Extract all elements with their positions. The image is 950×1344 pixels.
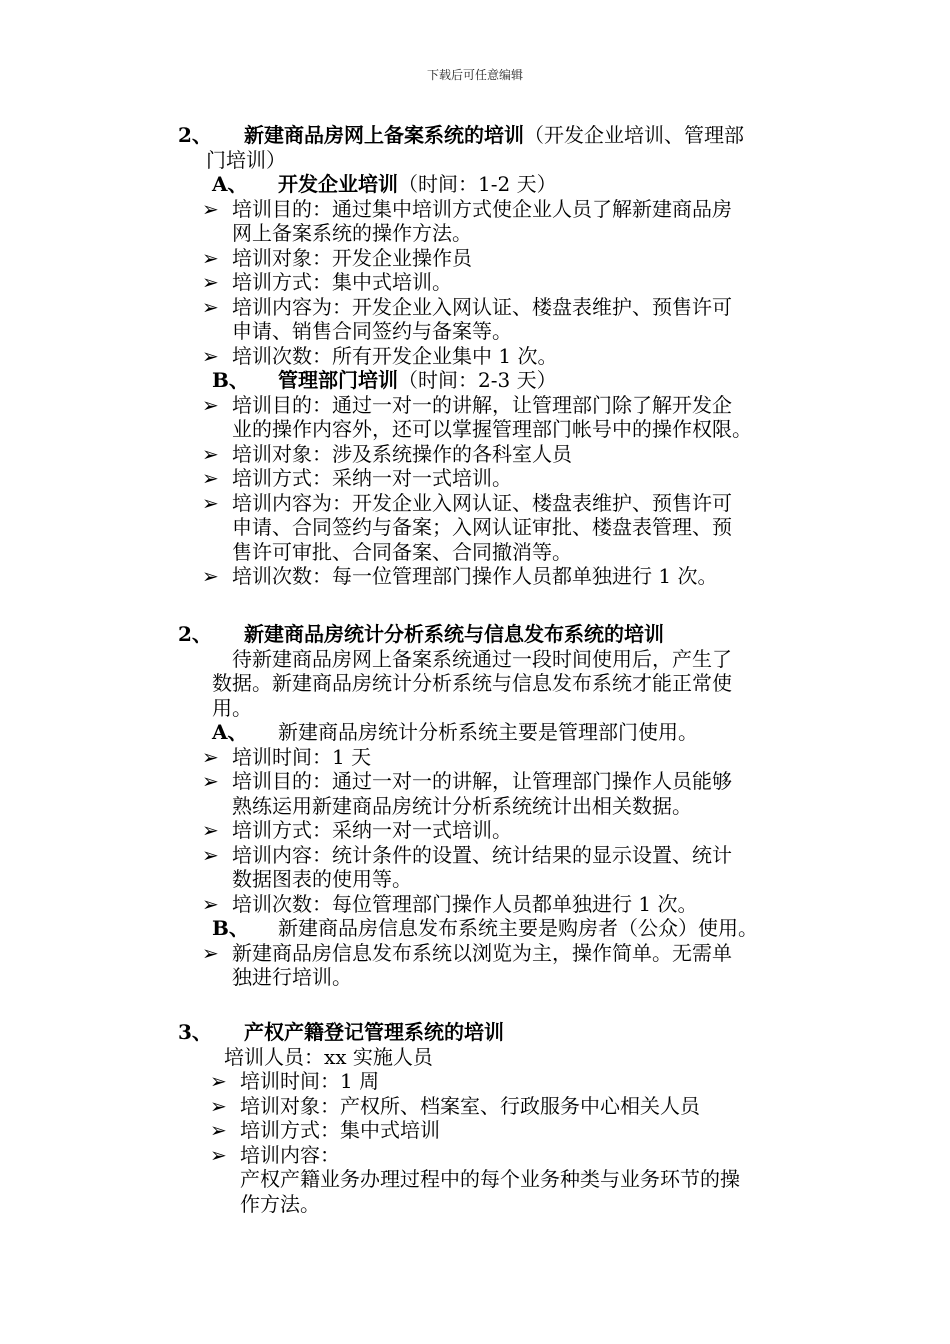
section-number: 2、 <box>178 123 212 147</box>
paragraph-line: 数据。新建商品房统计分析系统与信息发布系统才能正常使 <box>212 671 732 695</box>
paragraph-line: 用。 <box>212 695 252 720</box>
bullet-icon: ➢ <box>202 842 219 867</box>
bullet-icon: ➢ <box>202 245 219 270</box>
list-item-text: 培训时间：1 周 <box>240 1069 380 1093</box>
bullet-icon: ➢ <box>202 294 219 319</box>
list-item-text: 独进行培训。 <box>232 965 352 989</box>
list-item-text: 培训目的：通过一对一的讲解，让管理部门除了解开发企 <box>232 392 732 417</box>
list-item-text: 申请、销售合同签约与备案等。 <box>232 319 512 343</box>
bullet-icon: ➢ <box>202 490 219 515</box>
list-item-text: 培训方式：集中式培训 <box>240 1118 440 1142</box>
bullet-icon: ➢ <box>202 392 219 417</box>
subsection-text: 新建商品房信息发布系统主要是购房者（公众）使用。 <box>278 916 758 940</box>
list-item-text: 申请、合同签约与备案；入网认证审批、楼盘表管理、预 <box>232 515 732 539</box>
bullet-icon: ➢ <box>210 1069 227 1093</box>
subsection-text: 新建商品房统计分析系统主要是管理部门使用。 <box>278 720 698 744</box>
list-item-text: 培训次数：每位管理部门操作人员都单独进行 1 次。 <box>232 891 698 916</box>
list-item-text: 培训方式：采纳一对一式培训。 <box>232 466 512 490</box>
list-item-text: 新建商品房信息发布系统以浏览为主，操作简单。无需单 <box>232 940 732 965</box>
section-number: 3、 <box>178 1020 212 1044</box>
list-item-text: 培训目的：通过一对一的讲解，让管理部门操作人员能够 <box>232 769 732 793</box>
section-title: 新建商品房网上备案系统的培训（开发企业培训、管理部 <box>244 123 744 147</box>
bullet-icon: ➢ <box>202 940 219 965</box>
list-item-text: 业的操作内容外，还可以掌握管理部门帐号中的操作权限。 <box>232 417 752 441</box>
bullet-icon: ➢ <box>202 564 219 588</box>
bullet-icon: ➢ <box>210 1118 227 1142</box>
subsection-letter: B、 <box>212 368 249 392</box>
list-item-text: 数据图表的使用等。 <box>232 867 412 891</box>
list-item-text: 培训对象：开发企业操作员 <box>232 245 472 270</box>
bullet-icon: ➢ <box>210 1142 227 1167</box>
subsection-title: 开发企业培训（时间：1-2 天） <box>278 172 557 196</box>
list-item-text: 培训内容为：开发企业入网认证、楼盘表维护、预售许可 <box>232 294 732 319</box>
list-item-text: 售许可审批、合同备案、合同撤消等。 <box>232 539 572 564</box>
list-item-text: 培训对象：涉及系统操作的各科室人员 <box>232 441 572 466</box>
list-item-text: 培训时间：1 天 <box>232 744 372 769</box>
bullet-icon: ➢ <box>202 769 219 793</box>
section-title: 产权产籍登记管理系统的培训 <box>244 1020 504 1044</box>
section-title-suffix: （开发企业培训、管理部 <box>524 123 744 147</box>
bullet-icon: ➢ <box>202 744 219 769</box>
subsection-letter: A、 <box>212 720 248 744</box>
list-item-text: 培训内容：统计条件的设置、统计结果的显示设置、统计 <box>232 842 732 867</box>
paragraph-line: 产权产籍业务办理过程中的每个业务种类与业务环节的操 <box>240 1167 740 1191</box>
bullet-icon: ➢ <box>210 1093 227 1118</box>
list-item-text: 培训目的：通过集中培训方式使企业人员了解新建商品房 <box>232 196 732 221</box>
subsection-title: 管理部门培训（时间：2-3 天） <box>278 368 557 392</box>
list-item-text: 熟练运用新建商品房统计分析系统统计出相关数据。 <box>232 793 692 818</box>
list-item-text: 培训次数：每一位管理部门操作人员都单独进行 1 次。 <box>232 564 718 588</box>
subsection-time: （时间：2-3 天） <box>398 368 557 392</box>
bullet-icon: ➢ <box>202 270 219 294</box>
bullet-icon: ➢ <box>202 343 219 368</box>
subsection-letter: B、 <box>212 916 249 940</box>
paragraph-line: 作方法。 <box>240 1191 320 1216</box>
list-item-text: 培训次数：所有开发企业集中 1 次。 <box>232 343 558 368</box>
paragraph-line: 待新建商品房网上备案系统通过一段时间使用后，产生了 <box>232 646 732 671</box>
list-item-text: 培训方式：集中式培训。 <box>232 270 452 294</box>
section-title-continued: 门培训） <box>206 147 286 172</box>
section-title: 新建商品房统计分析系统与信息发布系统的培训 <box>244 622 664 646</box>
page-header: 下载后可任意编辑 <box>426 68 523 82</box>
list-item-text: 培训方式：采纳一对一式培训。 <box>232 818 512 842</box>
subsection-letter: A、 <box>212 172 248 196</box>
list-item-text: 培训内容： <box>240 1142 340 1167</box>
list-item-text: 培训内容为：开发企业入网认证、楼盘表维护、预售许可 <box>232 490 732 515</box>
list-item-text: 培训对象：产权所、档案室、行政服务中心相关人员 <box>240 1093 700 1118</box>
list-item-text: 网上备案系统的操作方法。 <box>232 221 472 245</box>
paragraph-line: 培训人员：xx 实施人员 <box>224 1044 433 1069</box>
bullet-icon: ➢ <box>202 441 219 466</box>
bullet-icon: ➢ <box>202 196 219 221</box>
section-number: 2、 <box>178 622 212 646</box>
bullet-icon: ➢ <box>202 891 219 916</box>
subsection-time: （时间：1-2 天） <box>398 172 557 196</box>
bullet-icon: ➢ <box>202 466 219 490</box>
bullet-icon: ➢ <box>202 818 219 842</box>
